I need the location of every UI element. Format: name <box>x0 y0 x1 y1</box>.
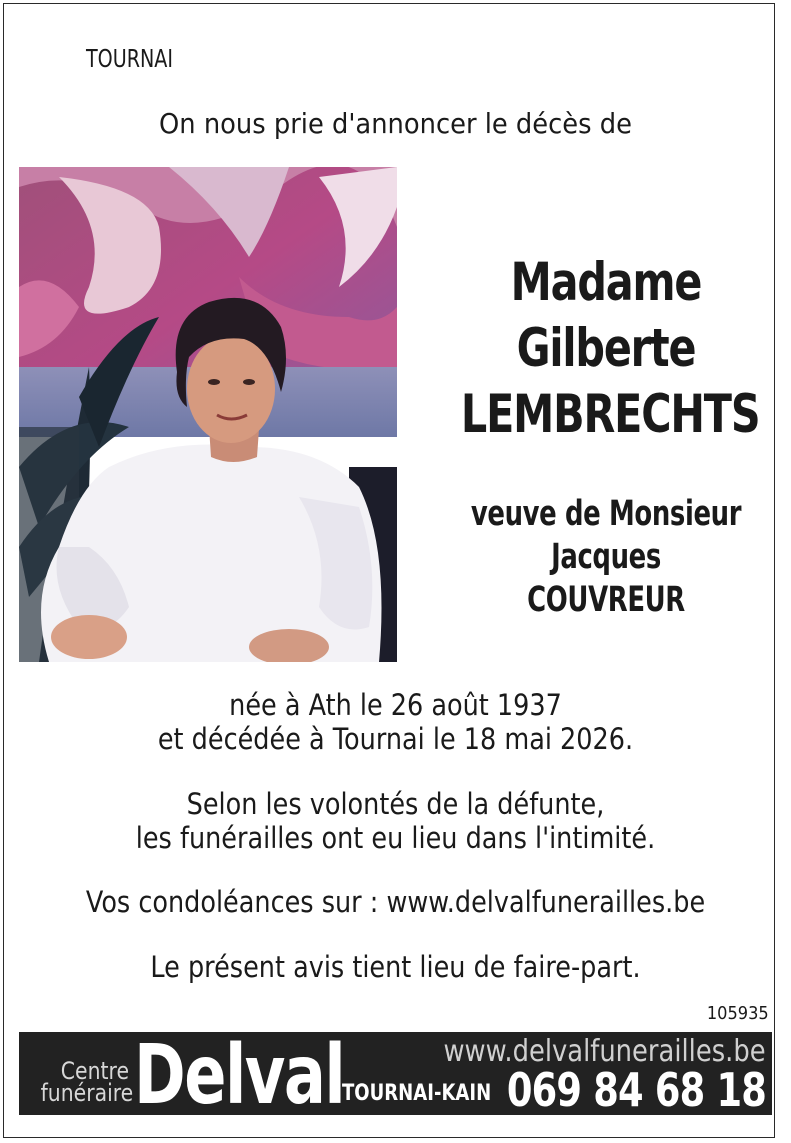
locality-label: TOURNAI-KAIN <box>342 1081 492 1106</box>
wishes-line-2: les funérailles ont eu lieu dans l'intimité. <box>135 821 656 855</box>
deceased-title: Madame <box>510 252 702 313</box>
centre-line-1: Centre <box>60 1057 129 1085</box>
widow-of <box>420 493 791 622</box>
birth-text: née à Ath le 26 août 1937 <box>229 688 562 722</box>
centre-funeraire-label <box>40 1057 134 1107</box>
widow-line-2: Jacques COUVREUR <box>527 537 685 620</box>
death-text: et décédée à Tournai le 18 mai 2026. <box>157 722 634 756</box>
notice-line <box>0 950 791 984</box>
centre-line-2: funéraire <box>40 1079 134 1107</box>
widow-line-1: veuve de Monsieur <box>470 494 742 534</box>
condolences-text: Vos condoléances sur : www.delvalfunerailles.be <box>85 885 706 919</box>
website-link[interactable]: www.delvalfunerailles.be <box>443 1034 766 1069</box>
funeral-home-banner <box>19 1032 772 1115</box>
phone-number[interactable]: 069 84 68 18 <box>506 1063 766 1115</box>
city-label: TOURNAI <box>86 44 174 73</box>
birth-death-dates <box>0 688 791 756</box>
portrait-photo <box>19 167 397 662</box>
wishes-line-1: Selon les volontés de la défunte, <box>186 787 605 821</box>
reference-number: 105935 <box>707 1003 769 1024</box>
funeral-wishes <box>0 787 791 855</box>
intro-text: On nous prie d'annoncer le décès de <box>159 107 632 140</box>
condolences-line <box>0 885 791 919</box>
brand-logo: Delval <box>134 1032 345 1115</box>
deceased-last-name: LEMBRECHTS <box>460 384 760 445</box>
notice-text: Le présent avis tient lieu de faire-part. <box>150 950 641 984</box>
deceased-name <box>420 250 791 448</box>
deceased-first-name: Gilberte <box>516 318 696 379</box>
